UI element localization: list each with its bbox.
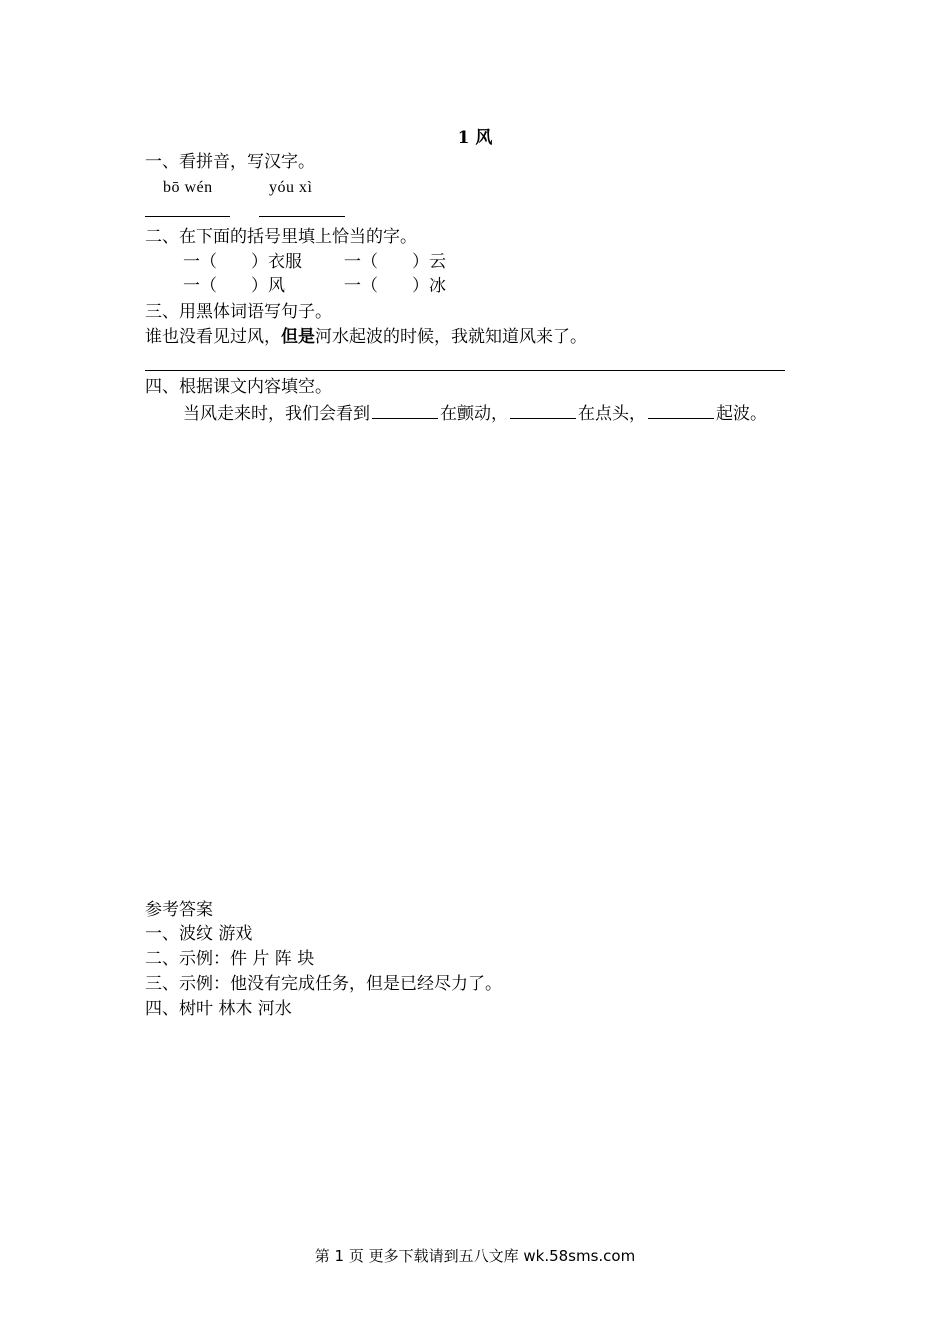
q3-bold-word: 但是 [281,327,315,347]
q4-part-1: 当风走来时，我们会看到 [183,404,370,424]
q2-item-1-suffix: ）衣服 [251,252,302,272]
q2-item-2 [344,250,446,274]
q3-sentence [145,325,587,349]
q1-pinyin-2: yóu xì [269,179,313,196]
q3-sentence-after: 河水起波的时候，我就知道风来了。 [315,327,587,347]
q2-item-2-prefix: 一（ [344,252,378,272]
q4-part-3: 在点头， [578,404,646,424]
q4-heading: 四、根据课文内容填空。 [145,377,332,397]
q2-item-4-prefix: 一（ [344,276,378,296]
q2-heading: 二、在下面的括号里填上恰当的字。 [145,227,417,247]
q4-blank-3[interactable] [648,400,714,419]
q2-item-4-suffix: ）冰 [412,276,446,296]
q1-answer-line-1[interactable] [145,216,230,217]
q2-item-3 [183,274,285,298]
q2-item-2-suffix: ）云 [412,252,446,272]
q4-sentence [183,400,767,426]
answer-line-2: 二、示例：件 片 阵 块 [145,949,315,969]
q1-answer-line-2[interactable] [259,216,345,217]
q4-blank-2[interactable] [510,400,576,419]
q1-heading: 一、看拼音，写汉字。 [145,152,315,172]
q3-sentence-before: 谁也没看见过风， [145,327,281,347]
answer-line-3: 三、示例：他没有完成任务，但是已经尽力了。 [145,974,502,994]
q2-item-4 [344,274,446,298]
q2-item-1-prefix: 一（ [183,252,217,272]
page-title: 1 风 [457,128,493,148]
answer-line-1: 一、波纹 游戏 [145,924,253,944]
q4-blank-1[interactable] [372,400,438,419]
q2-item-3-suffix: ）风 [251,276,285,296]
q1-pinyin-1: bō wén [163,179,213,196]
q3-answer-line[interactable] [145,370,785,371]
answers-heading: 参考答案 [145,900,213,920]
page-footer: 第 1 页 更多下载请到五八文库 wk.58sms.com [314,1247,636,1265]
q3-heading: 三、用黑体词语写句子。 [145,302,332,322]
q2-item-1 [183,250,302,274]
answer-line-4: 四、树叶 林木 河水 [145,999,292,1019]
q4-part-4: 起波。 [716,404,767,424]
q4-part-2: 在颤动， [440,404,508,424]
q2-item-3-prefix: 一（ [183,276,217,296]
